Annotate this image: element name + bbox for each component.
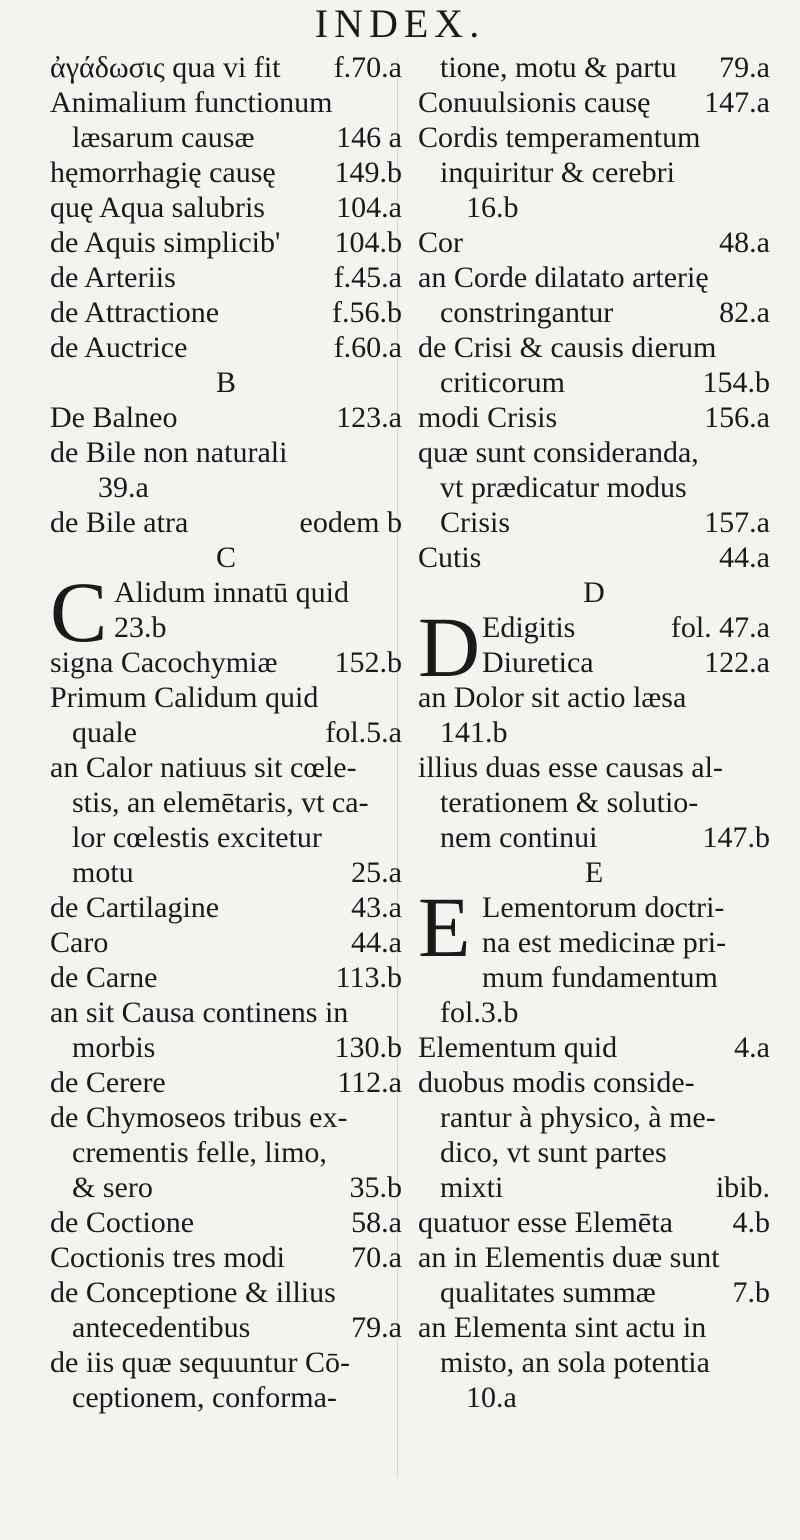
entry-reference: 147.b	[702, 821, 770, 854]
entry-text: an Calor natiuus sit cœle-	[50, 751, 357, 784]
entry-text: de Crisi & causis dierum	[418, 331, 717, 364]
entry-reference: 48.a	[719, 226, 770, 259]
index-entry	[418, 470, 770, 505]
entry-text: de Bile non naturali	[50, 436, 288, 469]
index-entry	[50, 855, 402, 890]
entry-text: stis, an elemētaris, vt ca-	[72, 786, 369, 819]
drop-cap-entry	[418, 879, 770, 995]
entry-line	[482, 890, 770, 925]
index-entry	[418, 1310, 770, 1345]
index-entry	[418, 995, 770, 1030]
index-entry	[418, 1135, 770, 1170]
index-entry	[418, 1275, 770, 1310]
left-column	[50, 50, 402, 1415]
entry-text: qualitates summæ	[440, 1276, 656, 1309]
entry-text: quale	[72, 716, 137, 749]
entry-text: Primum Calidum quid	[50, 681, 319, 714]
index-entry	[50, 1310, 402, 1345]
entry-text: de Attractione	[50, 296, 220, 329]
entry-text: de Conceptione & illius	[50, 1276, 336, 1309]
entry-text: de Chymoseos tribus ex-	[50, 1101, 348, 1134]
entry-text: na est medicinæ pri-	[482, 926, 727, 959]
entry-text: ἀγάδωσις qua vi fit	[50, 51, 281, 84]
entry-text: quę Aqua salubris	[50, 191, 265, 224]
entry-text: antecedentibus	[72, 1311, 251, 1344]
index-entry	[418, 1380, 770, 1415]
index-entry	[418, 820, 770, 855]
index-entry	[418, 1065, 770, 1100]
index-entry	[50, 680, 402, 715]
entry-line	[114, 575, 402, 610]
entry-reference: 152.b	[334, 646, 402, 679]
entry-reference: 113.b	[335, 961, 402, 994]
entry-text: constringantur	[440, 296, 614, 329]
entry-reference: f.56.b	[332, 296, 402, 329]
entry-text: & sero	[72, 1171, 153, 1204]
entry-text: de Arteriis	[50, 261, 176, 294]
entry-text: misto, an sola potentia	[440, 1346, 710, 1379]
entry-text: criticorum	[440, 366, 565, 399]
entry-reference: 44.a	[719, 541, 770, 574]
index-entry	[418, 85, 770, 120]
entry-reference: 7.b	[732, 1276, 770, 1309]
entry-reference: 149.b	[334, 156, 402, 189]
entry-text: an in Elementis duæ sunt	[418, 1241, 720, 1274]
index-entry	[418, 155, 770, 190]
entry-reference: 4.b	[732, 1206, 770, 1239]
entry-text: de Cerere	[50, 1066, 166, 1099]
index-entry	[418, 435, 770, 470]
index-entry	[418, 330, 770, 365]
entry-text: De Balneo	[50, 401, 178, 434]
entry-text: læsarum causæ	[72, 121, 255, 154]
entry-text: morbis	[72, 1031, 156, 1064]
index-entry	[50, 785, 402, 820]
entry-text: Edigitis	[482, 611, 576, 644]
index-entry	[50, 890, 402, 925]
entry-reference: 154.b	[702, 366, 770, 399]
entry-text: Crisis	[440, 506, 511, 539]
drop-cap-letter: C	[50, 564, 108, 660]
entry-text: de Coctione	[50, 1206, 195, 1239]
index-entry	[418, 400, 770, 435]
index-entry	[418, 750, 770, 785]
entry-reference: 104.b	[334, 226, 402, 259]
entry-reference: 122.a	[704, 646, 770, 679]
entry-text: Cor	[418, 226, 463, 259]
entry-text: de Aquis simplicib'	[50, 226, 281, 259]
entry-text: terationem & solutio-	[440, 786, 699, 819]
entry-line	[482, 610, 770, 645]
index-entry	[418, 225, 770, 260]
entry-text: crementis felle, limo,	[72, 1136, 327, 1169]
index-entry	[50, 1030, 402, 1065]
index-entry	[50, 1240, 402, 1275]
index-entry	[418, 1345, 770, 1380]
index-entry	[50, 1170, 402, 1205]
entry-reference: 35.b	[349, 1171, 402, 1204]
entry-text: Animalium functionum	[50, 86, 333, 119]
entry-text: Coctionis tres modi	[50, 1241, 285, 1274]
entry-reference: 156.a	[704, 401, 770, 434]
entry-text: illius duas esse causas al-	[418, 751, 723, 784]
entry-text: de Cartilagine	[50, 891, 220, 924]
entry-text: an Elementa sint actu in	[418, 1311, 707, 1344]
entry-text: motu	[72, 856, 134, 889]
entry-reference: fol. 47.a	[670, 611, 770, 644]
section-letter: D	[583, 576, 605, 609]
index-entry	[50, 50, 402, 85]
entry-text: Alidum innatū quid	[114, 576, 349, 609]
entry-reference: f.60.a	[333, 331, 402, 364]
index-entry	[50, 85, 402, 120]
entry-reference: 58.a	[351, 1206, 402, 1239]
entry-reference: 146 a	[336, 121, 402, 154]
entry-reference: 44.a	[351, 926, 402, 959]
entry-text: mum fundamentum	[482, 961, 718, 994]
index-entry	[418, 120, 770, 155]
index-entry	[50, 295, 402, 330]
index-entry	[418, 1030, 770, 1065]
index-entry	[50, 435, 402, 470]
index-entry	[50, 330, 402, 365]
index-entry	[418, 295, 770, 330]
entry-text: Diuretica	[482, 646, 594, 679]
drop-cap-entry	[418, 599, 770, 695]
index-entry	[50, 505, 402, 540]
entry-reference: 130.b	[334, 1031, 402, 1064]
entry-text: 10.a	[466, 1381, 517, 1414]
index-entry	[50, 960, 402, 995]
entry-line	[482, 960, 770, 995]
index-entry	[418, 50, 770, 85]
entry-text: quatuor esse Elemēta	[418, 1206, 673, 1239]
entry-reference: 112.a	[337, 1066, 402, 1099]
entry-text: Cordis temperamentum	[418, 121, 701, 154]
section-letter: E	[584, 856, 604, 889]
entry-reference: f.45.a	[333, 261, 402, 294]
entry-reference: 79.a	[719, 51, 770, 84]
entry-reference: eodem b	[299, 506, 402, 539]
index-entry	[50, 1135, 402, 1170]
drop-cap-entry	[50, 564, 402, 660]
entry-text: Conuulsionis causę	[418, 86, 651, 119]
entry-reference: 82.a	[719, 296, 770, 329]
entry-text: de Auctrice	[50, 331, 188, 364]
index-entry	[50, 1380, 402, 1415]
index-entry	[50, 995, 402, 1030]
index-entry	[50, 470, 402, 505]
entry-text: rantur à physico, à me-	[440, 1101, 716, 1134]
entry-text: hęmorrhagię causę	[50, 156, 276, 189]
entry-reference: 25.a	[351, 856, 402, 889]
entry-reference: 79.a	[351, 1311, 402, 1344]
entry-text: an sit Causa continens in	[50, 996, 349, 1029]
entry-reference: 4.a	[734, 1031, 770, 1064]
entry-reference: 147.a	[704, 86, 770, 119]
entry-text: 16.b	[466, 191, 519, 224]
index-entry	[50, 1100, 402, 1135]
index-entry	[50, 715, 402, 750]
entry-reference: 70.a	[351, 1241, 402, 1274]
section-letter: C	[215, 541, 236, 574]
index-entry	[50, 925, 402, 960]
entry-text: de Bile atra	[50, 506, 189, 539]
entry-text: 39.a	[98, 471, 149, 504]
entry-reference: fol.5.a	[325, 716, 402, 749]
index-entry	[50, 1275, 402, 1310]
entry-reference: 123.a	[336, 401, 402, 434]
entry-line	[482, 925, 770, 960]
right-column	[418, 50, 770, 1415]
index-entry	[418, 365, 770, 400]
entry-reference: ibib.	[715, 1171, 770, 1204]
entry-text: signa Cacochymiæ	[50, 646, 278, 679]
entry-text: quæ sunt consideranda,	[418, 436, 699, 469]
entry-text: Caro	[50, 926, 109, 959]
index-entry	[418, 540, 770, 575]
index-entry	[418, 1240, 770, 1275]
entry-text: Elementum quid	[418, 1031, 618, 1064]
entry-text: nem continui	[440, 821, 598, 854]
entry-text: inquiritur & cerebri	[440, 156, 675, 189]
index-entry	[418, 1170, 770, 1205]
entry-text: duobus modis conside-	[418, 1066, 695, 1099]
index-entry	[50, 750, 402, 785]
index-entry	[418, 1100, 770, 1135]
entry-reference: f.70.a	[333, 51, 402, 84]
entry-text: de Carne	[50, 961, 158, 994]
entry-text: modi Crisis	[418, 401, 558, 434]
entry-line	[482, 645, 770, 680]
entry-text: fol.3.b	[440, 996, 519, 1029]
entry-reference: 43.a	[351, 891, 402, 924]
index-entry	[50, 260, 402, 295]
index-entry	[418, 260, 770, 295]
index-entry	[50, 1065, 402, 1100]
entry-text: Cutis	[418, 541, 482, 574]
index-entry	[418, 505, 770, 540]
index-entry	[418, 1205, 770, 1240]
drop-cap-letter: D	[418, 599, 481, 695]
index-entry	[50, 400, 402, 435]
entry-reference: 157.a	[704, 506, 770, 539]
entry-text: 23.b	[114, 611, 167, 644]
index-entry	[50, 155, 402, 190]
index-entry	[50, 190, 402, 225]
index-entry	[50, 1205, 402, 1240]
entry-line	[114, 610, 402, 645]
entry-text: vt prædicatur modus	[440, 471, 687, 504]
index-entry	[50, 120, 402, 155]
entry-text: mixti	[440, 1171, 504, 1204]
entry-text: Lementorum doctri-	[482, 891, 725, 924]
page-header-title: INDEX.	[314, 1, 486, 46]
index-entry	[50, 820, 402, 855]
entry-text: dico, vt sunt partes	[440, 1136, 667, 1169]
section-letter: B	[215, 366, 236, 399]
entry-text: an Corde dilatato arterię	[418, 261, 709, 294]
index-entry	[418, 785, 770, 820]
index-entry	[418, 190, 770, 225]
entry-text: 141.b	[440, 716, 508, 749]
drop-cap-letter: E	[418, 879, 471, 975]
entry-text: an Dolor sit actio læsa	[418, 681, 687, 714]
index-entry	[418, 715, 770, 750]
entry-text: ceptionem, conforma-	[72, 1381, 337, 1414]
entry-text: lor cœlestis excitetur	[72, 821, 322, 854]
entry-reference: 104.a	[336, 191, 402, 224]
index-entry	[50, 225, 402, 260]
entry-text: tione, motu & partu	[440, 51, 677, 84]
index-entry	[50, 1345, 402, 1380]
entry-text: de iis quæ sequuntur Cō-	[50, 1346, 350, 1379]
